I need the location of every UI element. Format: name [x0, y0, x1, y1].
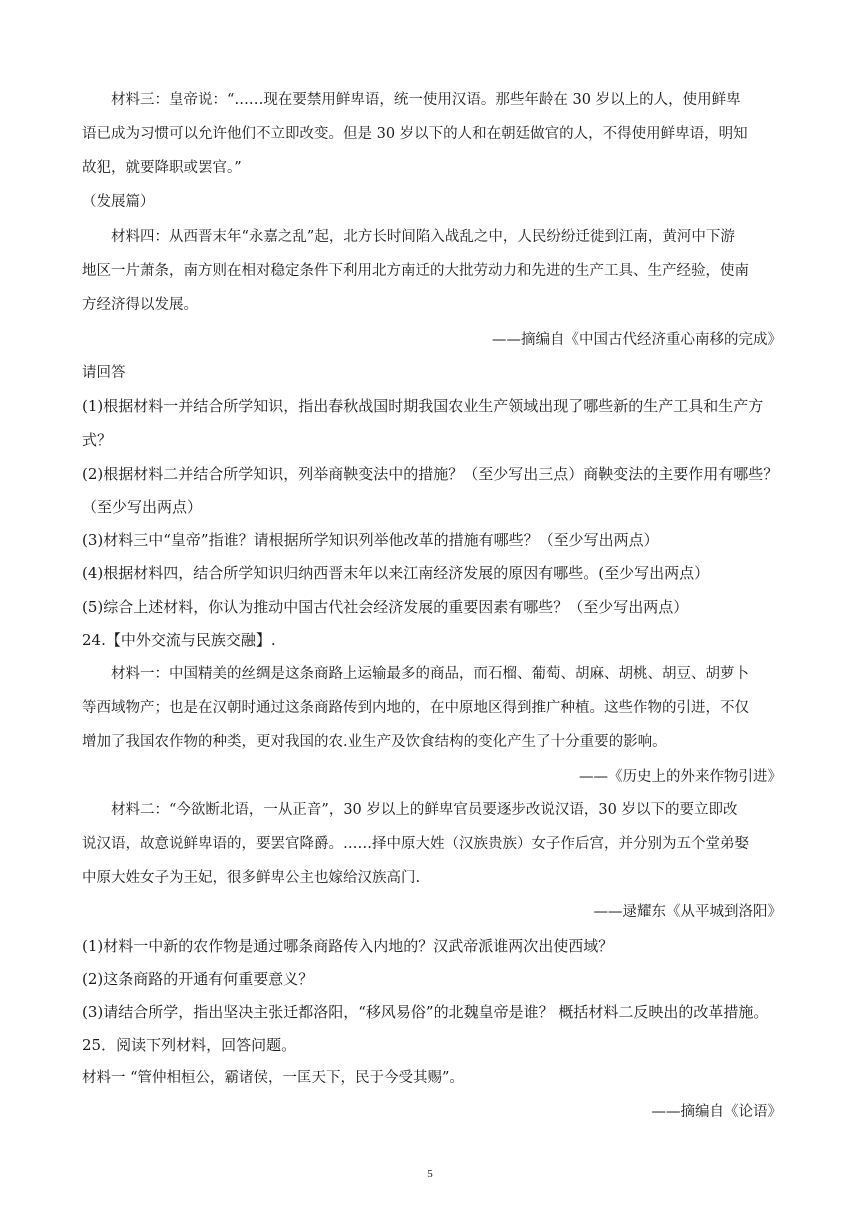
- please-answer-label: 请回答: [82, 365, 126, 381]
- material-4-line-2: 地区一片萧条，南方则在相对稳定条件下利用北方南迁的大批劳动力和先进的生产工具、生产经验，使南: [82, 263, 749, 279]
- q24-question-2: (2)这条商路的开通有何重要意义？: [82, 970, 314, 988]
- material-4-line-3: 方经济得以发展。: [82, 297, 198, 313]
- q24-material-2-source: ——逯耀东《从平城到洛阳》: [593, 904, 782, 920]
- q25-material-1: 材料一 “管仲相桓公，霸诸侯，一匡天下，民于今受其赐”。: [82, 1070, 464, 1086]
- question-1-line-1: (1)根据材料一并结合所学知识，指出春秋战国时期我国农业生产领域出现了哪些新的生产工具和生产方: [82, 397, 764, 415]
- question-24-heading: 24.【中外交流与民族交融】.: [82, 631, 276, 649]
- q24-material-1-line-3: 增加了我国农作物的种类，更对我国的农.业生产及饮食结构的变化产生了十分重要的影响。: [82, 734, 667, 750]
- material-4-line-1: 材料四：从西晋末年“永嘉之乱”起，北方长时间陷入战乱之中，人民纷纷迁徙到江南，黄河中下游: [111, 229, 735, 245]
- q24-question-3: (3)请结合所学，指出坚决主张迁都洛阳，“移风易俗”的北魏皇帝是谁？ 概括材料二反映出的改革措施。: [82, 1003, 769, 1021]
- q24-material-2-line-3: 中原大姓女子为王妃，很多鲜卑公主也嫁给汉族高门.: [82, 870, 421, 886]
- question-25-heading: 25．阅读下列材料，回答问题。: [82, 1036, 297, 1054]
- question-2-line-1: (2)根据材料二并结合所学知识，列举商鞅变法中的措施？（至少写出三点）商鞅变法的主要作用有哪些？: [82, 465, 779, 483]
- q24-material-1-line-2: 等西域物产；也是在汉朝时通过这条商路传到内地的，在中原地区得到推广种植。这些作物的引进，不仅: [82, 700, 749, 716]
- q24-material-1-line-1: 材料一：中国精美的丝绸是这条商路上运输最多的商品，而石榴、葡萄、胡麻、胡桃、胡豆、胡萝卜: [111, 666, 749, 682]
- q25-material-1-source: ——摘编自《论语》: [651, 1104, 782, 1120]
- material-3-line-2: 语已成为习惯可以允许他们不立即改变。但是 30 岁以下的人和在朝廷做官的人，不得使用鲜卑语，明知: [82, 126, 748, 142]
- question-1-line-2: 式？: [82, 431, 113, 449]
- q24-material-2-line-2: 说汉语，故意说鲜卑语的，要罢官降爵。……择中原大姓（汉族贵族）女子作后宫，并分别为五个堂弟娶: [82, 836, 749, 852]
- q24-material-1-source: ——《历史上的外来作物引进》: [579, 769, 782, 785]
- material-4-source: ——摘编自《中国古代经济重心南移的完成》: [492, 332, 782, 348]
- q24-question-1: (1)材料一中新的农作物是通过哪条商路传入内地的？汉武帝派谁两次出使西域？: [82, 937, 614, 955]
- q24-material-2-line-1: 材料二：“今欲断北语，一从正音”，30 岁以上的鲜卑官员要逐步改说汉语，30 岁以下的要立即改: [111, 802, 738, 818]
- material-3-line-1: 材料三：皇帝说：“……现在要禁用鲜卑语，统一使用汉语。那些年龄在 30 岁以上的人，使用鲜卑: [111, 92, 741, 108]
- question-4: (4)根据材料四，结合所学知识归纳西晋末年以来江南经济发展的原因有哪些。(至少写出两点）: [82, 564, 710, 582]
- section-heading-development: （发展篇）: [82, 194, 155, 210]
- question-5: (5)综合上述材料，你认为推动中国古代社会经济发展的重要因素有哪些？（至少写出两点）: [82, 598, 689, 616]
- material-3-line-3: 故犯，就要降职或罢官。”: [82, 160, 242, 176]
- question-2-line-2: （至少写出两点）: [82, 498, 203, 516]
- page-number: 5: [427, 1168, 433, 1180]
- question-3: (3)材料三中“皇帝”指谁？请根据所学知识列举他改革的措施有哪些？（至少写出两点）: [82, 531, 659, 549]
